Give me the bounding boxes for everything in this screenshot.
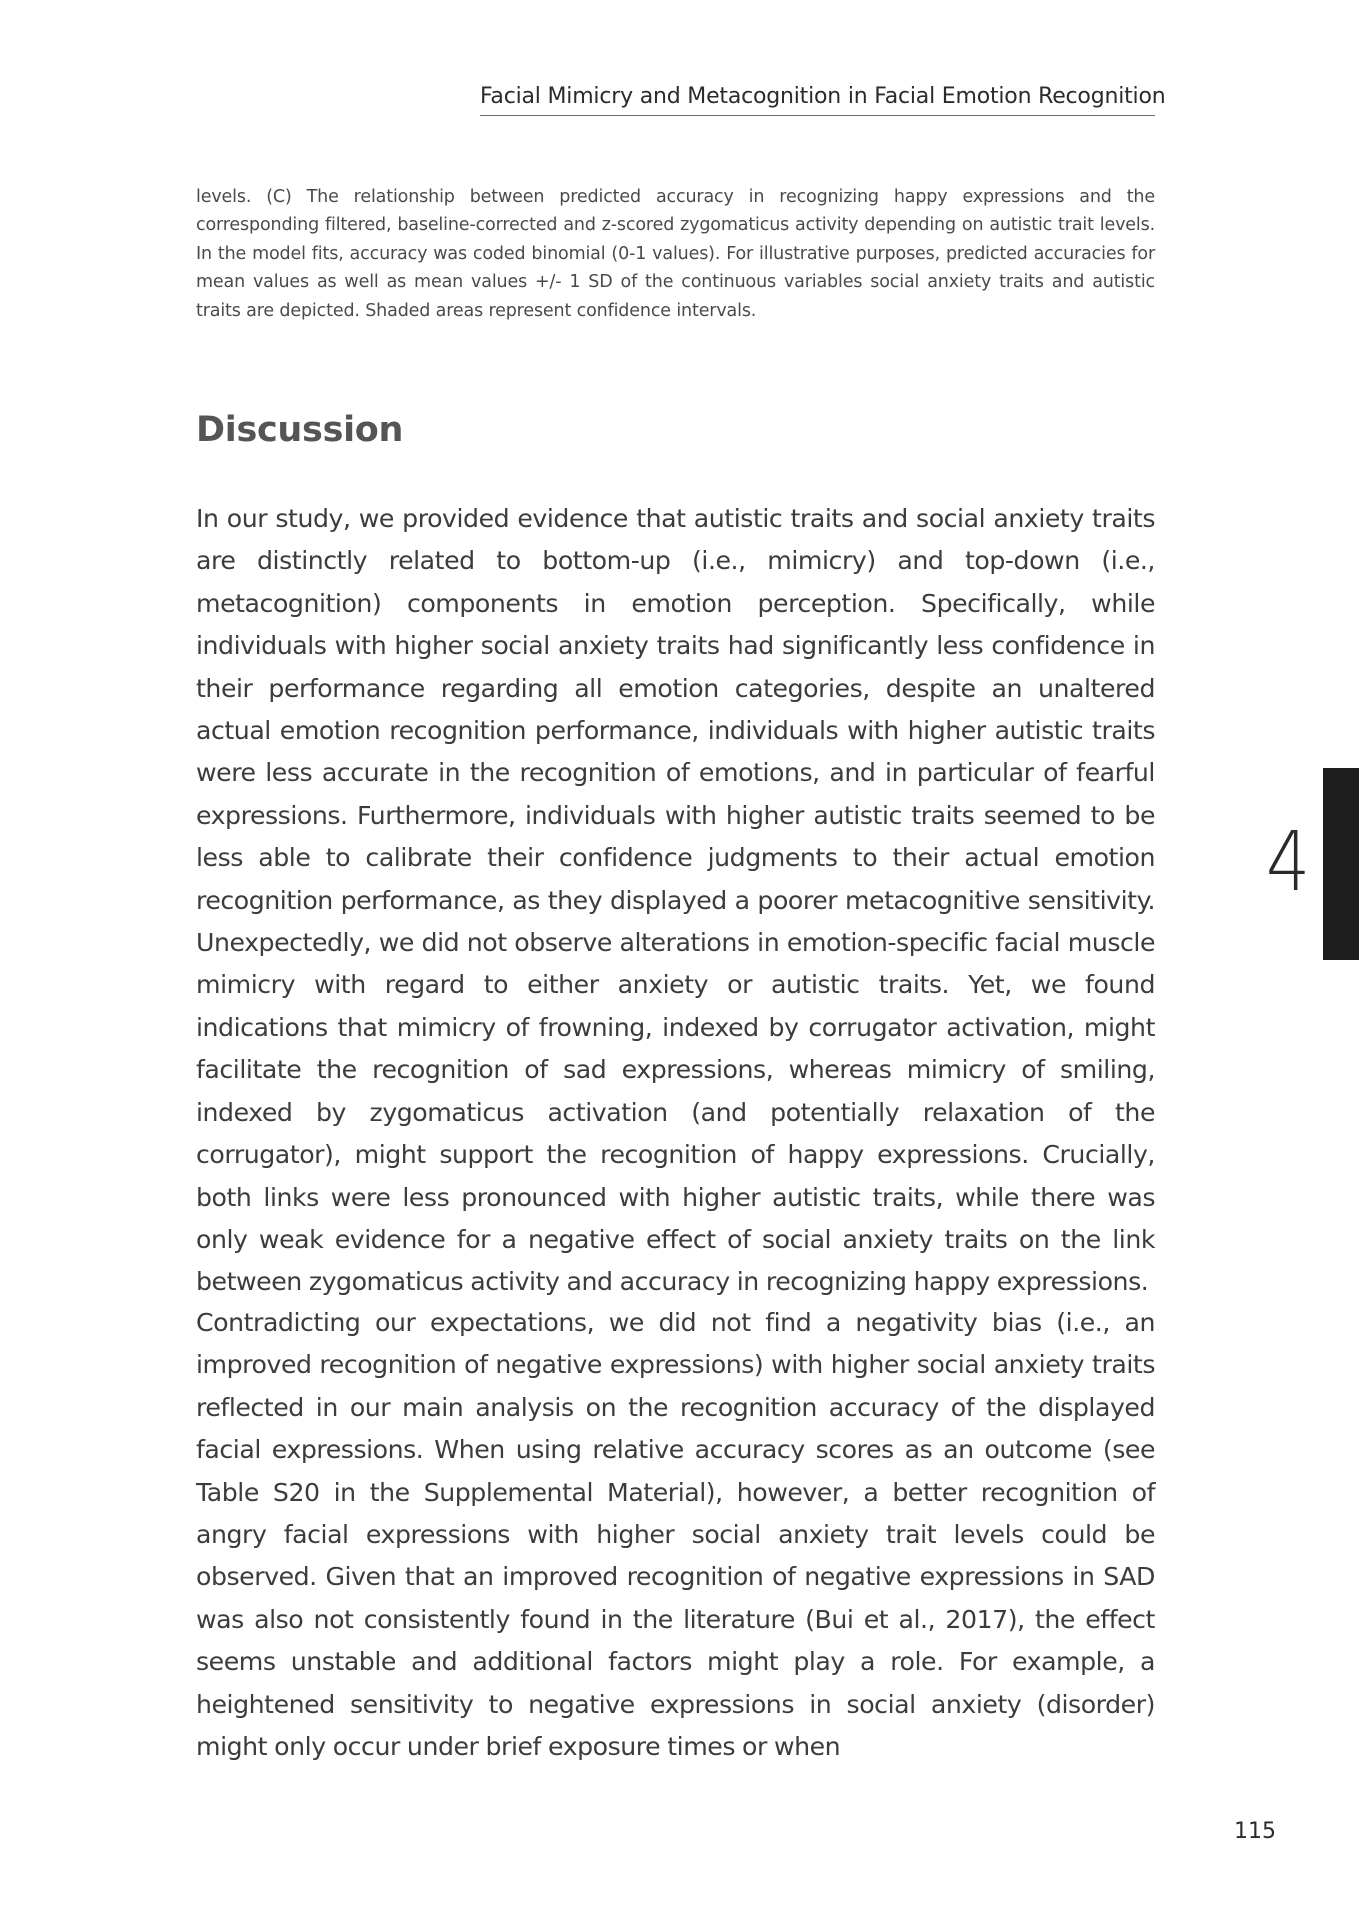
running-header: Facial Mimicry and Metacognition in Facial Emotion Recognition: [480, 82, 1155, 116]
chapter-thumb-tab: [1323, 768, 1359, 960]
figure-caption-continuation: levels. (C) The relationship between predicted accuracy in recognizing happy expressions and the corresponding filtered, baseline-corrected and z-scored zygomaticus activity depending on autistic trait levels. In the model fits, accuracy was coded binomial (0-1 values). For illustrative purposes, predicted accuracies for mean values as well as mean values +/- 1 SD of the continuous variables social anxiety traits and autistic traits are depicted. Shaded areas represent confidence intervals.: [196, 187, 1155, 321]
body-paragraph: In our study, we provided evidence that autistic traits and social anxiety traits are distinctly related to bottom-up (i.e., mimicry) and top-down (i.e., metacognition) components in emotion perception. Specifically, while individuals with higher social anxiety traits had significantly less confidence in their performance regarding all emotion categories, despite an unaltered actual emotion recognition performance, individuals with higher autistic traits were less accurate in the recognition of emotions, and in particular of fearful expressions. Furthermore, individuals with higher autistic traits seemed to be less able to calibrate their confidence judgments to their actual emotion recognition performance, as they displayed a poorer metacognitive sensitivity. Unexpectedly, we did not observe alterations in emotion-specific facial muscle mimicry with regard to either anxiety or autistic traits. Yet, we found indications that mimicry of frowning, indexed by corrugator activation, might facilitate the recognition of sad expressions, whereas mimicry of smiling, indexed by zygomaticus activation (and potentially relaxation of the corrugator), might support the recognition of happy expressions. Crucially, both links were less pronounced with higher autistic traits, while there was only weak evidence for a negative effect of social anxiety traits on the link between zygomaticus activity and accuracy in recognizing happy expressions.: [196, 504, 1155, 1297]
page-number: 115: [1234, 1819, 1276, 1844]
section-heading-discussion: Discussion: [196, 410, 404, 450]
chapter-number: 4: [1265, 815, 1311, 910]
body-paragraph: Contradicting our expectations, we did not find a negativity bias (i.e., an improved recognition of negative expressions) with higher social anxiety traits reflected in our main analysis on the recognition accuracy of the displayed facial expressions. When using relative accuracy scores as an outcome (see Table S20 in the Supplemental Material), however, a better recognition of angry facial expressions with higher social anxiety trait levels could be observed. Given that an improved recognition of negative expressions in SAD was also not consistently found in the literature (Bui et al., 2017), the effect seems unstable and additional factors might play a role. For example, a heightened sensitivity to negative expressions in social anxiety (disorder) might only occur under brief exposure times or when: [196, 1308, 1155, 1762]
